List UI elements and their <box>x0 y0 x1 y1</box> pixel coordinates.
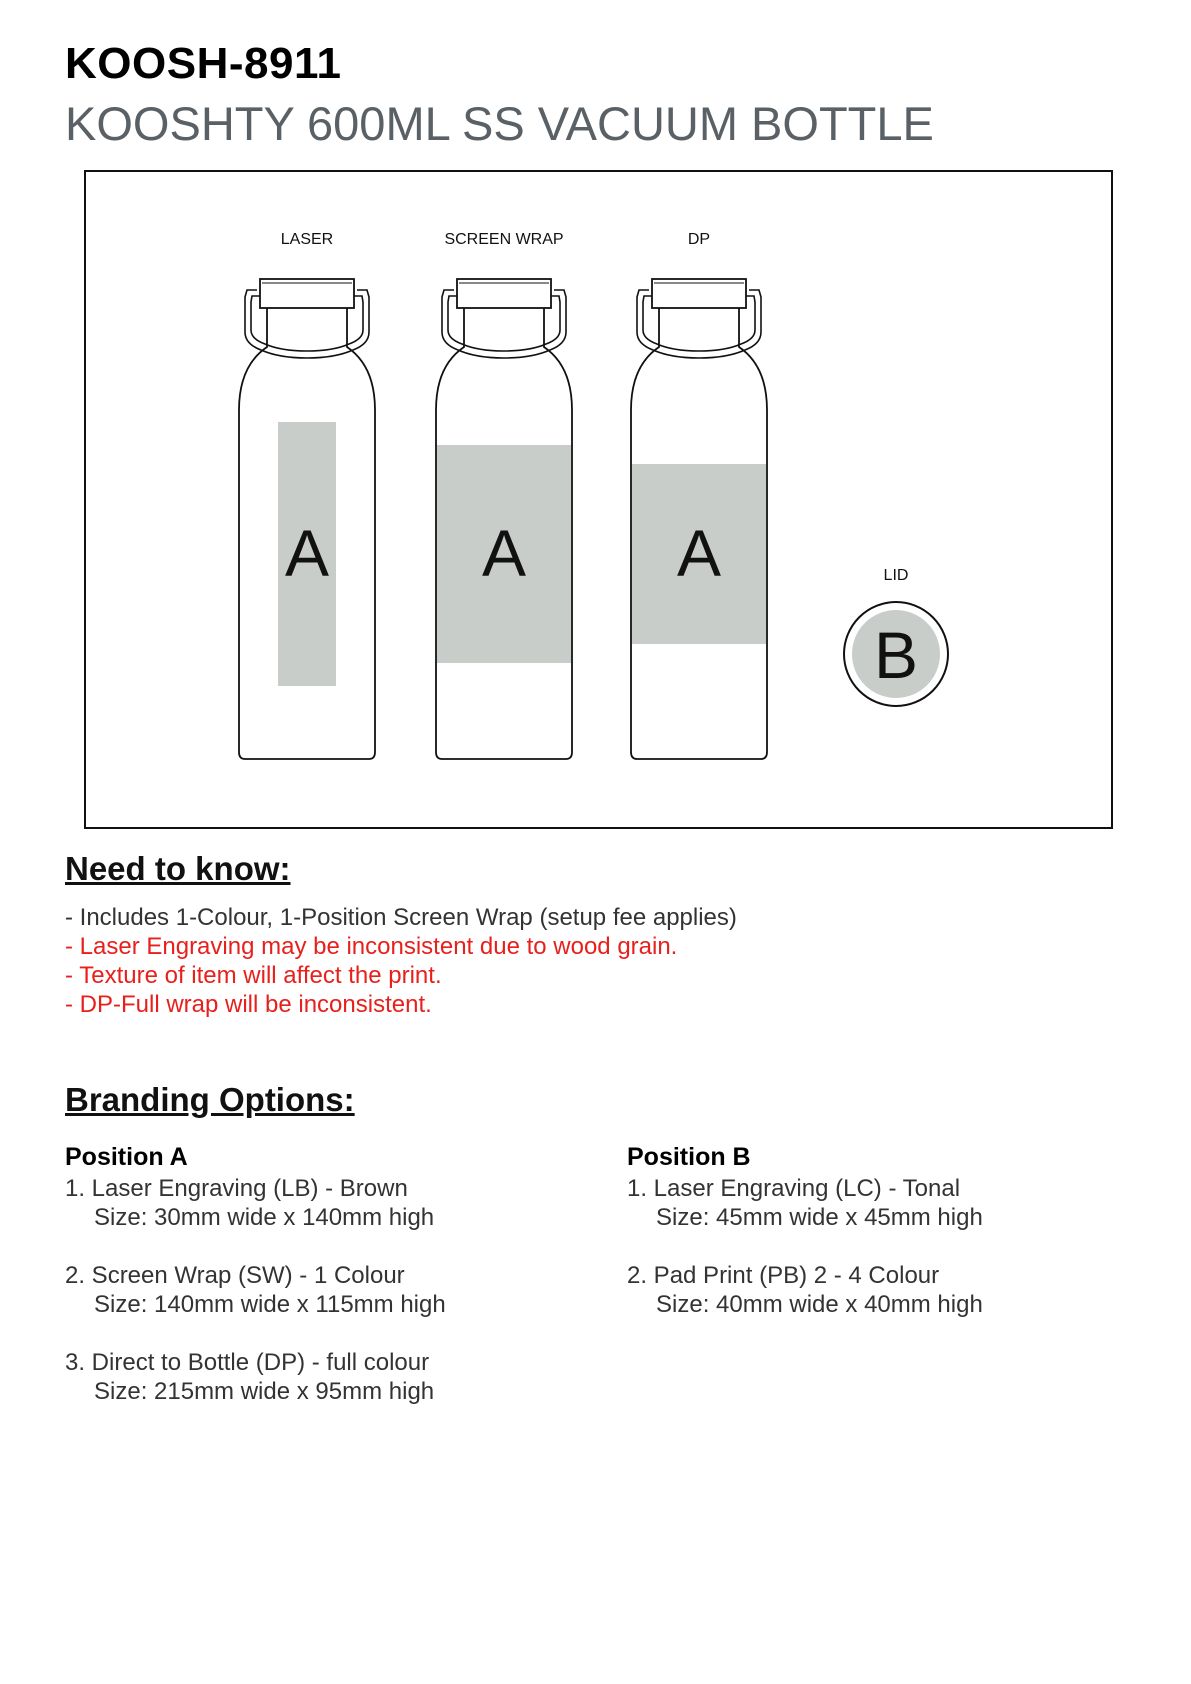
product-code: KOOSH-8911 <box>65 39 342 88</box>
branding-option <box>65 1348 585 1406</box>
warning-item: - DP-Full wrap will be inconsistent. <box>65 991 432 1018</box>
note-item: - Includes 1-Colour, 1-Position Screen Wrap (setup fee applies) <box>65 904 737 931</box>
bottle-label-laser: LASER <box>280 231 334 248</box>
position-b-title: Position B <box>627 1143 751 1171</box>
position-letter-a: A <box>481 516 527 590</box>
warning-item: - Laser Engraving may be inconsistent due to wood grain. <box>65 933 678 960</box>
option-name: 2. Pad Print (PB) 2 - 4 Colour <box>627 1262 940 1289</box>
product-title: KOOSHTY 600ML SS VACUUM BOTTLE <box>65 97 934 150</box>
lid-diagram <box>844 567 948 706</box>
position-a-column <box>65 1143 585 1435</box>
branding-option <box>627 1261 1147 1319</box>
branding-option <box>627 1174 1147 1232</box>
warning-item: - Texture of item will affect the print. <box>65 962 442 989</box>
option-size: Size: 45mm wide x 45mm high <box>656 1204 983 1231</box>
branding-option <box>65 1174 585 1232</box>
option-name: 1. Laser Engraving (LB) - Brown <box>65 1175 408 1202</box>
option-name: 1. Laser Engraving (LC) - Tonal <box>627 1175 961 1202</box>
need-to-know-heading: Need to know: <box>65 850 291 887</box>
bottle-dp <box>631 231 767 759</box>
position-a-title: Position A <box>65 1143 188 1171</box>
option-size: Size: 40mm wide x 40mm high <box>656 1291 983 1318</box>
lid-label: LID <box>883 567 909 584</box>
branding-option <box>65 1261 585 1319</box>
bottle-label-dp: DP <box>687 231 711 248</box>
branding-options-heading: Branding Options: <box>65 1081 355 1118</box>
option-name: 2. Screen Wrap (SW) - 1 Colour <box>65 1262 405 1289</box>
position-letter-a: A <box>676 516 722 590</box>
bottle-screen-wrap <box>436 231 572 759</box>
bottle-laser <box>239 231 375 759</box>
position-b-column <box>627 1143 1147 1348</box>
bottle-illustrations <box>86 172 1115 831</box>
option-size: Size: 30mm wide x 140mm high <box>94 1204 435 1231</box>
branding-diagram <box>84 170 1113 829</box>
option-name: 3. Direct to Bottle (DP) - full colour <box>65 1349 430 1376</box>
bottle-label-screen-wrap: SCREEN WRAP <box>444 231 564 248</box>
position-letter-a: A <box>284 516 330 590</box>
need-to-know-list <box>65 903 737 1019</box>
option-size: Size: 140mm wide x 115mm high <box>94 1291 446 1318</box>
position-letter-b: B <box>873 618 919 692</box>
option-size: Size: 215mm wide x 95mm high <box>94 1378 435 1405</box>
